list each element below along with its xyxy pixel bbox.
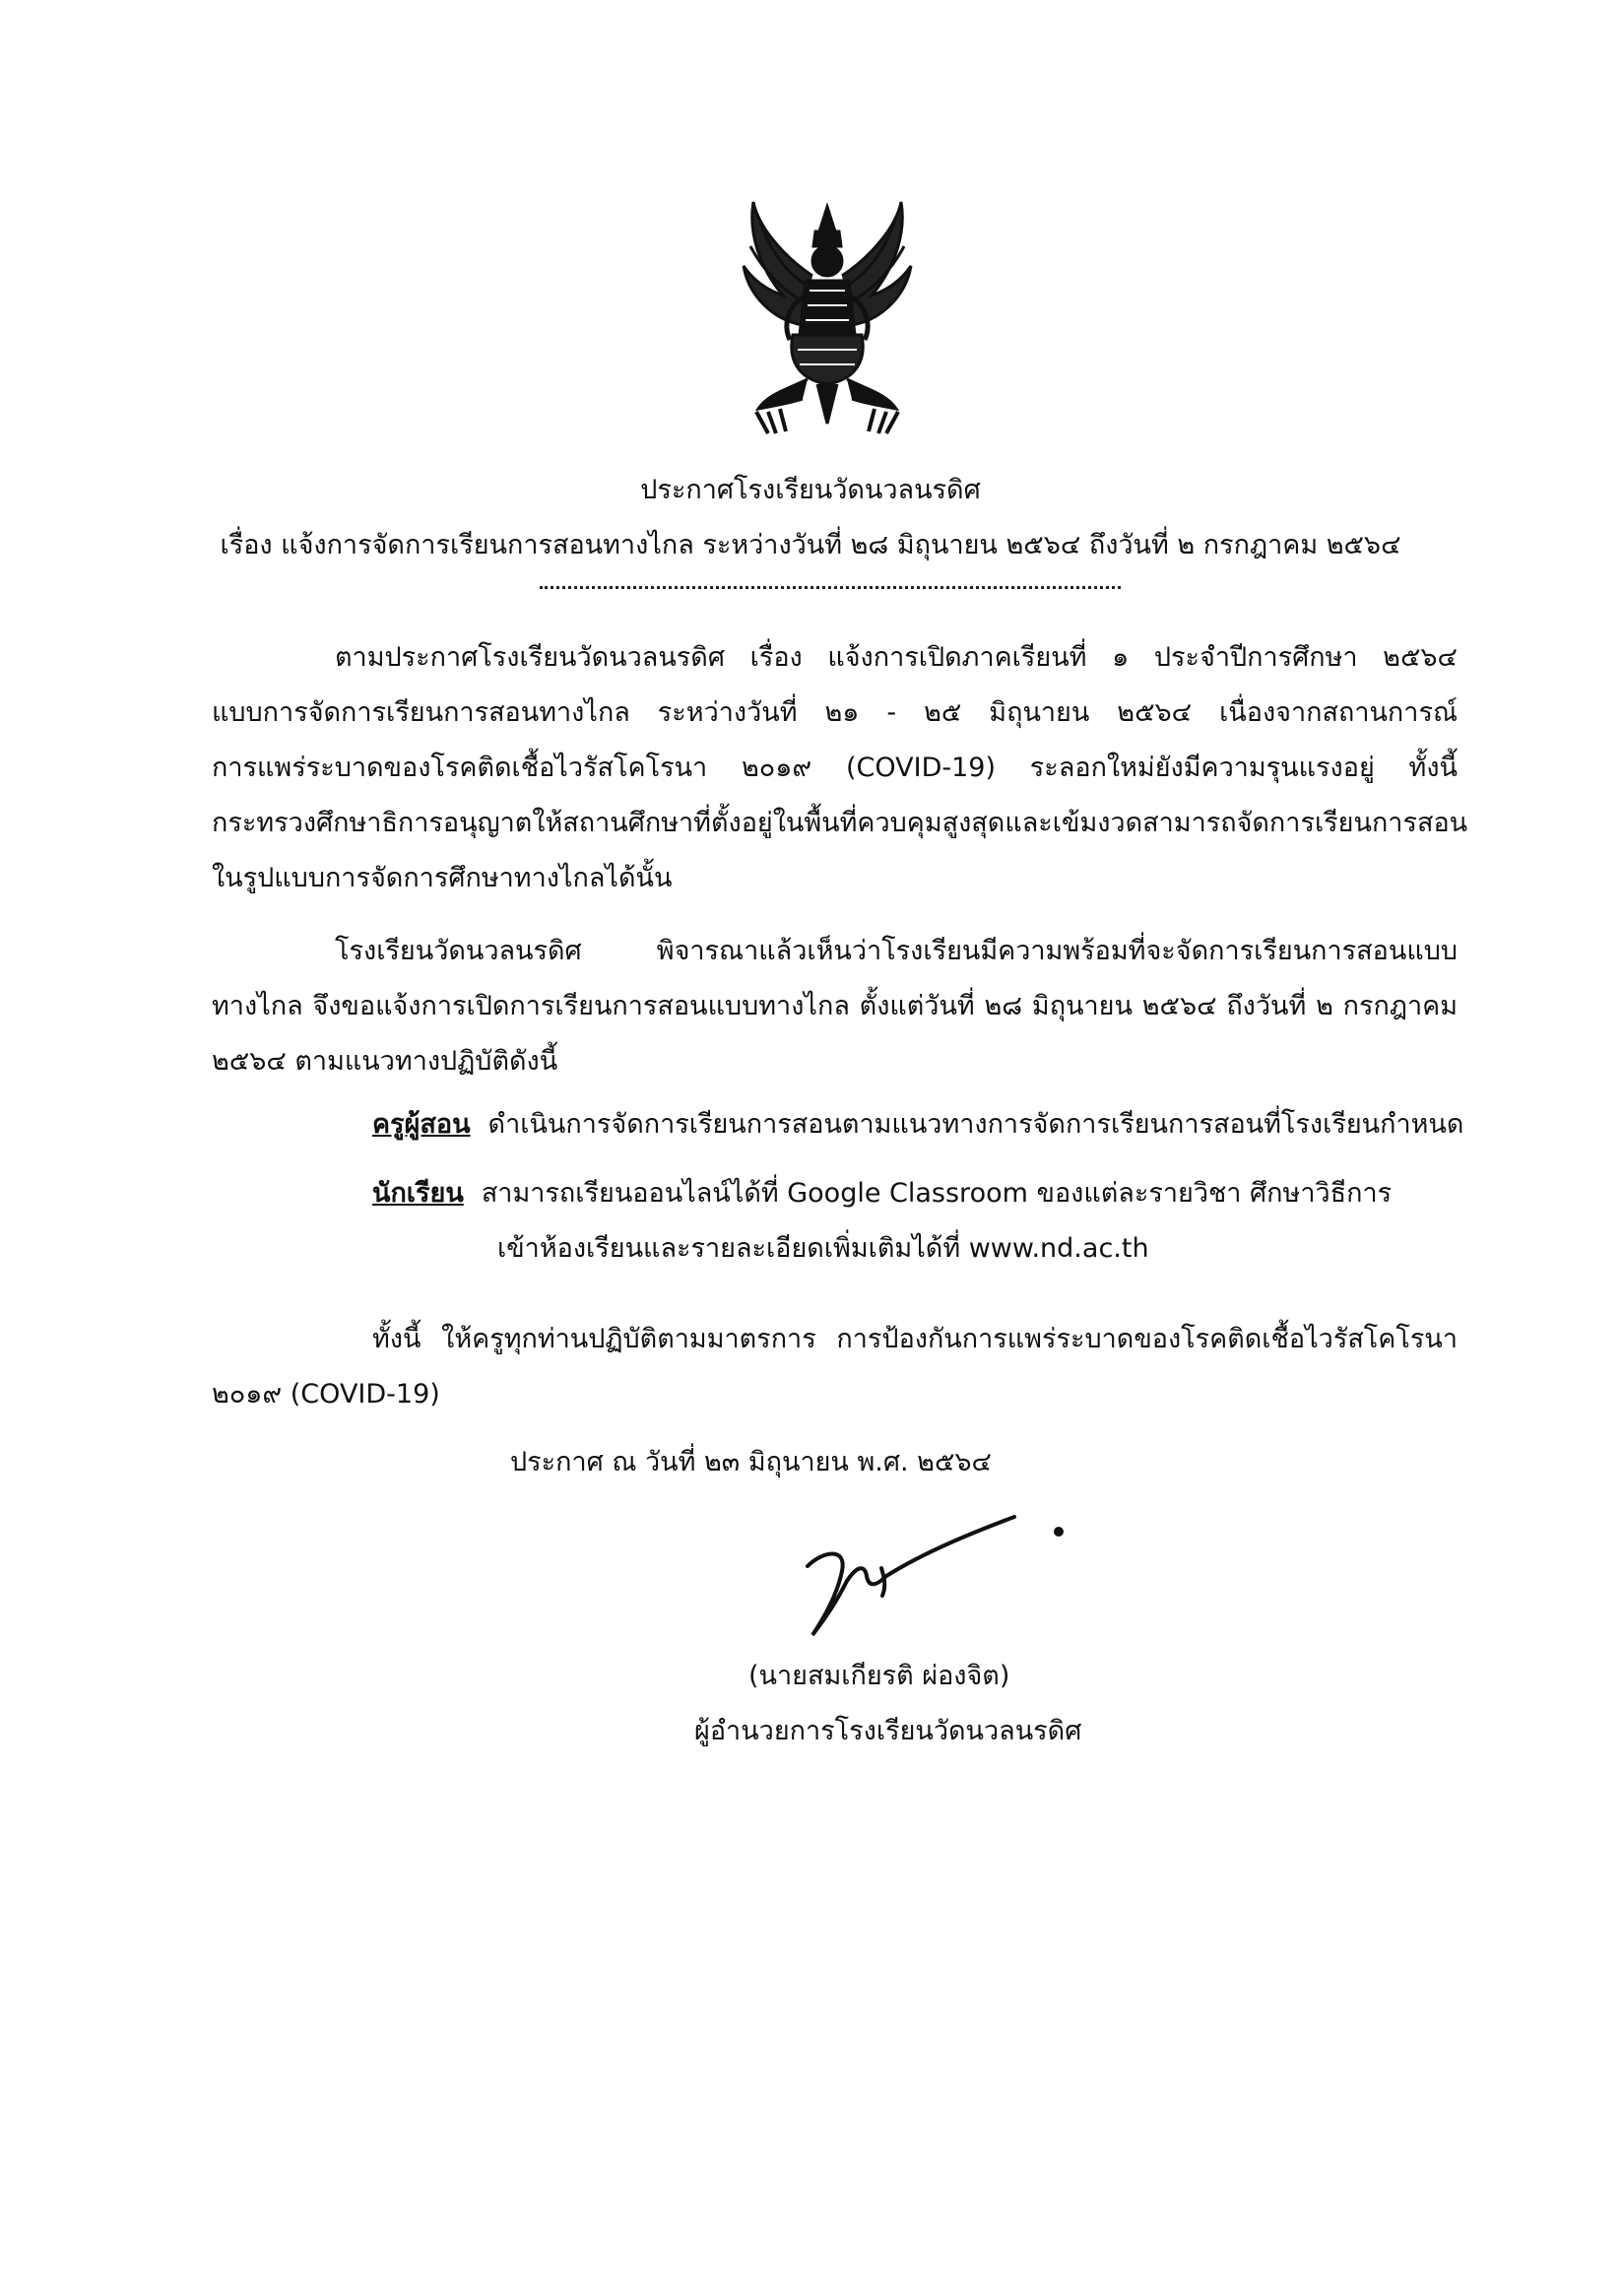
announcement-title: ประกาศโรงเรียนวัดนวลนรดิศ bbox=[640, 475, 981, 505]
teachers-item bbox=[372, 1105, 1463, 1145]
garuda-emblem-icon bbox=[729, 187, 926, 443]
signatory-name: (นายสมเกียรติ ผ่องจิต) bbox=[748, 1661, 1010, 1691]
dotted-divider bbox=[540, 586, 1121, 589]
teachers-label: ครูผู้สอน bbox=[372, 1109, 471, 1140]
announcement-subject: เรื่อง แจ้งการจัดการเรียนการสอนทางไกล ระหว่างวันที่ ๒๘ มิถุนายน ๒๕๖๔ ถึงวันที่ ๒ กรกฎาคม ๒๕๖๔ bbox=[220, 530, 1401, 560]
signature-icon bbox=[788, 1507, 1083, 1645]
paragraph2-line: ทางไกล จึงขอแจ้งการเปิดการเรียนการสอนแบบทางไกล ตั้งแต่วันที่ ๒๘ มิถุนายน ๒๕๖๔ ถึงวันที่ ๒ กรกฎาคม bbox=[212, 991, 1458, 1021]
paragraph2-line: โรงเรียนวัดนวลนรดิศ พิจารณาแล้วเห็นว่าโรงเรียนมีความพร้อมที่จะจัดการเรียนการสอนแบบ bbox=[335, 936, 1458, 966]
teachers-text: ดำเนินการจัดการเรียนการสอนตามแนวทางการจัดการเรียนการสอนที่โรงเรียนกำหนด bbox=[487, 1109, 1464, 1140]
paragraph3-line: ๒๐๑๙ (COVID-19) bbox=[212, 1379, 440, 1410]
students-item bbox=[372, 1174, 1392, 1214]
paragraph1-line: ตามประกาศโรงเรียนวัดนวลนรดิศ เรื่อง แจ้งการเปิดภาคเรียนที่ ๑ ประจำปีการศึกษา ๒๕๖๔ bbox=[335, 642, 1458, 673]
paragraph1-line: แบบการจัดการเรียนการสอนทางไกล ระหว่างวันที่ ๒๑ - ๒๕ มิถุนายน ๒๕๖๔ เนื่องจากสถานการณ์ bbox=[212, 697, 1458, 728]
announcement-date: ประกาศ ณ วันที่ ๒๓ มิถุนายน พ.ศ. ๒๕๖๔ bbox=[510, 1447, 992, 1477]
students-label: นักเรียน bbox=[372, 1178, 464, 1209]
students-text-line2: เข้าห้องเรียนและรายละเอียดเพิ่มเติมได้ที่ www.nd.ac.th bbox=[497, 1233, 1149, 1264]
paragraph1-line: กระทรวงศึกษาธิการอนุญาตให้สถานศึกษาที่ตั้งอยู่ในพื้นที่ควบคุมสูงสุดและเข้มงวดสามารถจัดการเรียนการสอน bbox=[212, 808, 1468, 838]
paragraph1-line: การแพร่ระบาดของโรคติดเชื้อไวรัสโคโรนา ๒๐๑๙ (COVID-19) ระลอกใหม่ยังมีความรุนแรงอยู่ ทั้งนี้ bbox=[212, 753, 1458, 783]
paragraph1-line: ในรูปแบบการจัดการศึกษาทางไกลได้นั้น bbox=[212, 863, 673, 893]
paragraph3-line: ทั้งนี้ ให้ครูทุกท่านปฏิบัติตามมาตรการ การป้องกันการแพร่ระบาดของโรคติดเชื้อไวรัสโคโรนา bbox=[372, 1324, 1458, 1354]
paragraph2-line: ๒๕๖๔ ตามแนวทางปฏิบัติดังนี้ bbox=[212, 1046, 558, 1077]
signatory-position: ผู้อำนวยการโรงเรียนวัดนวลนรดิศ bbox=[694, 1716, 1082, 1746]
students-text-line1: สามารถเรียนออนไลน์ได้ที่ Google Classroom ของแต่ละรายวิชา ศึกษาวิธีการ bbox=[481, 1178, 1393, 1209]
